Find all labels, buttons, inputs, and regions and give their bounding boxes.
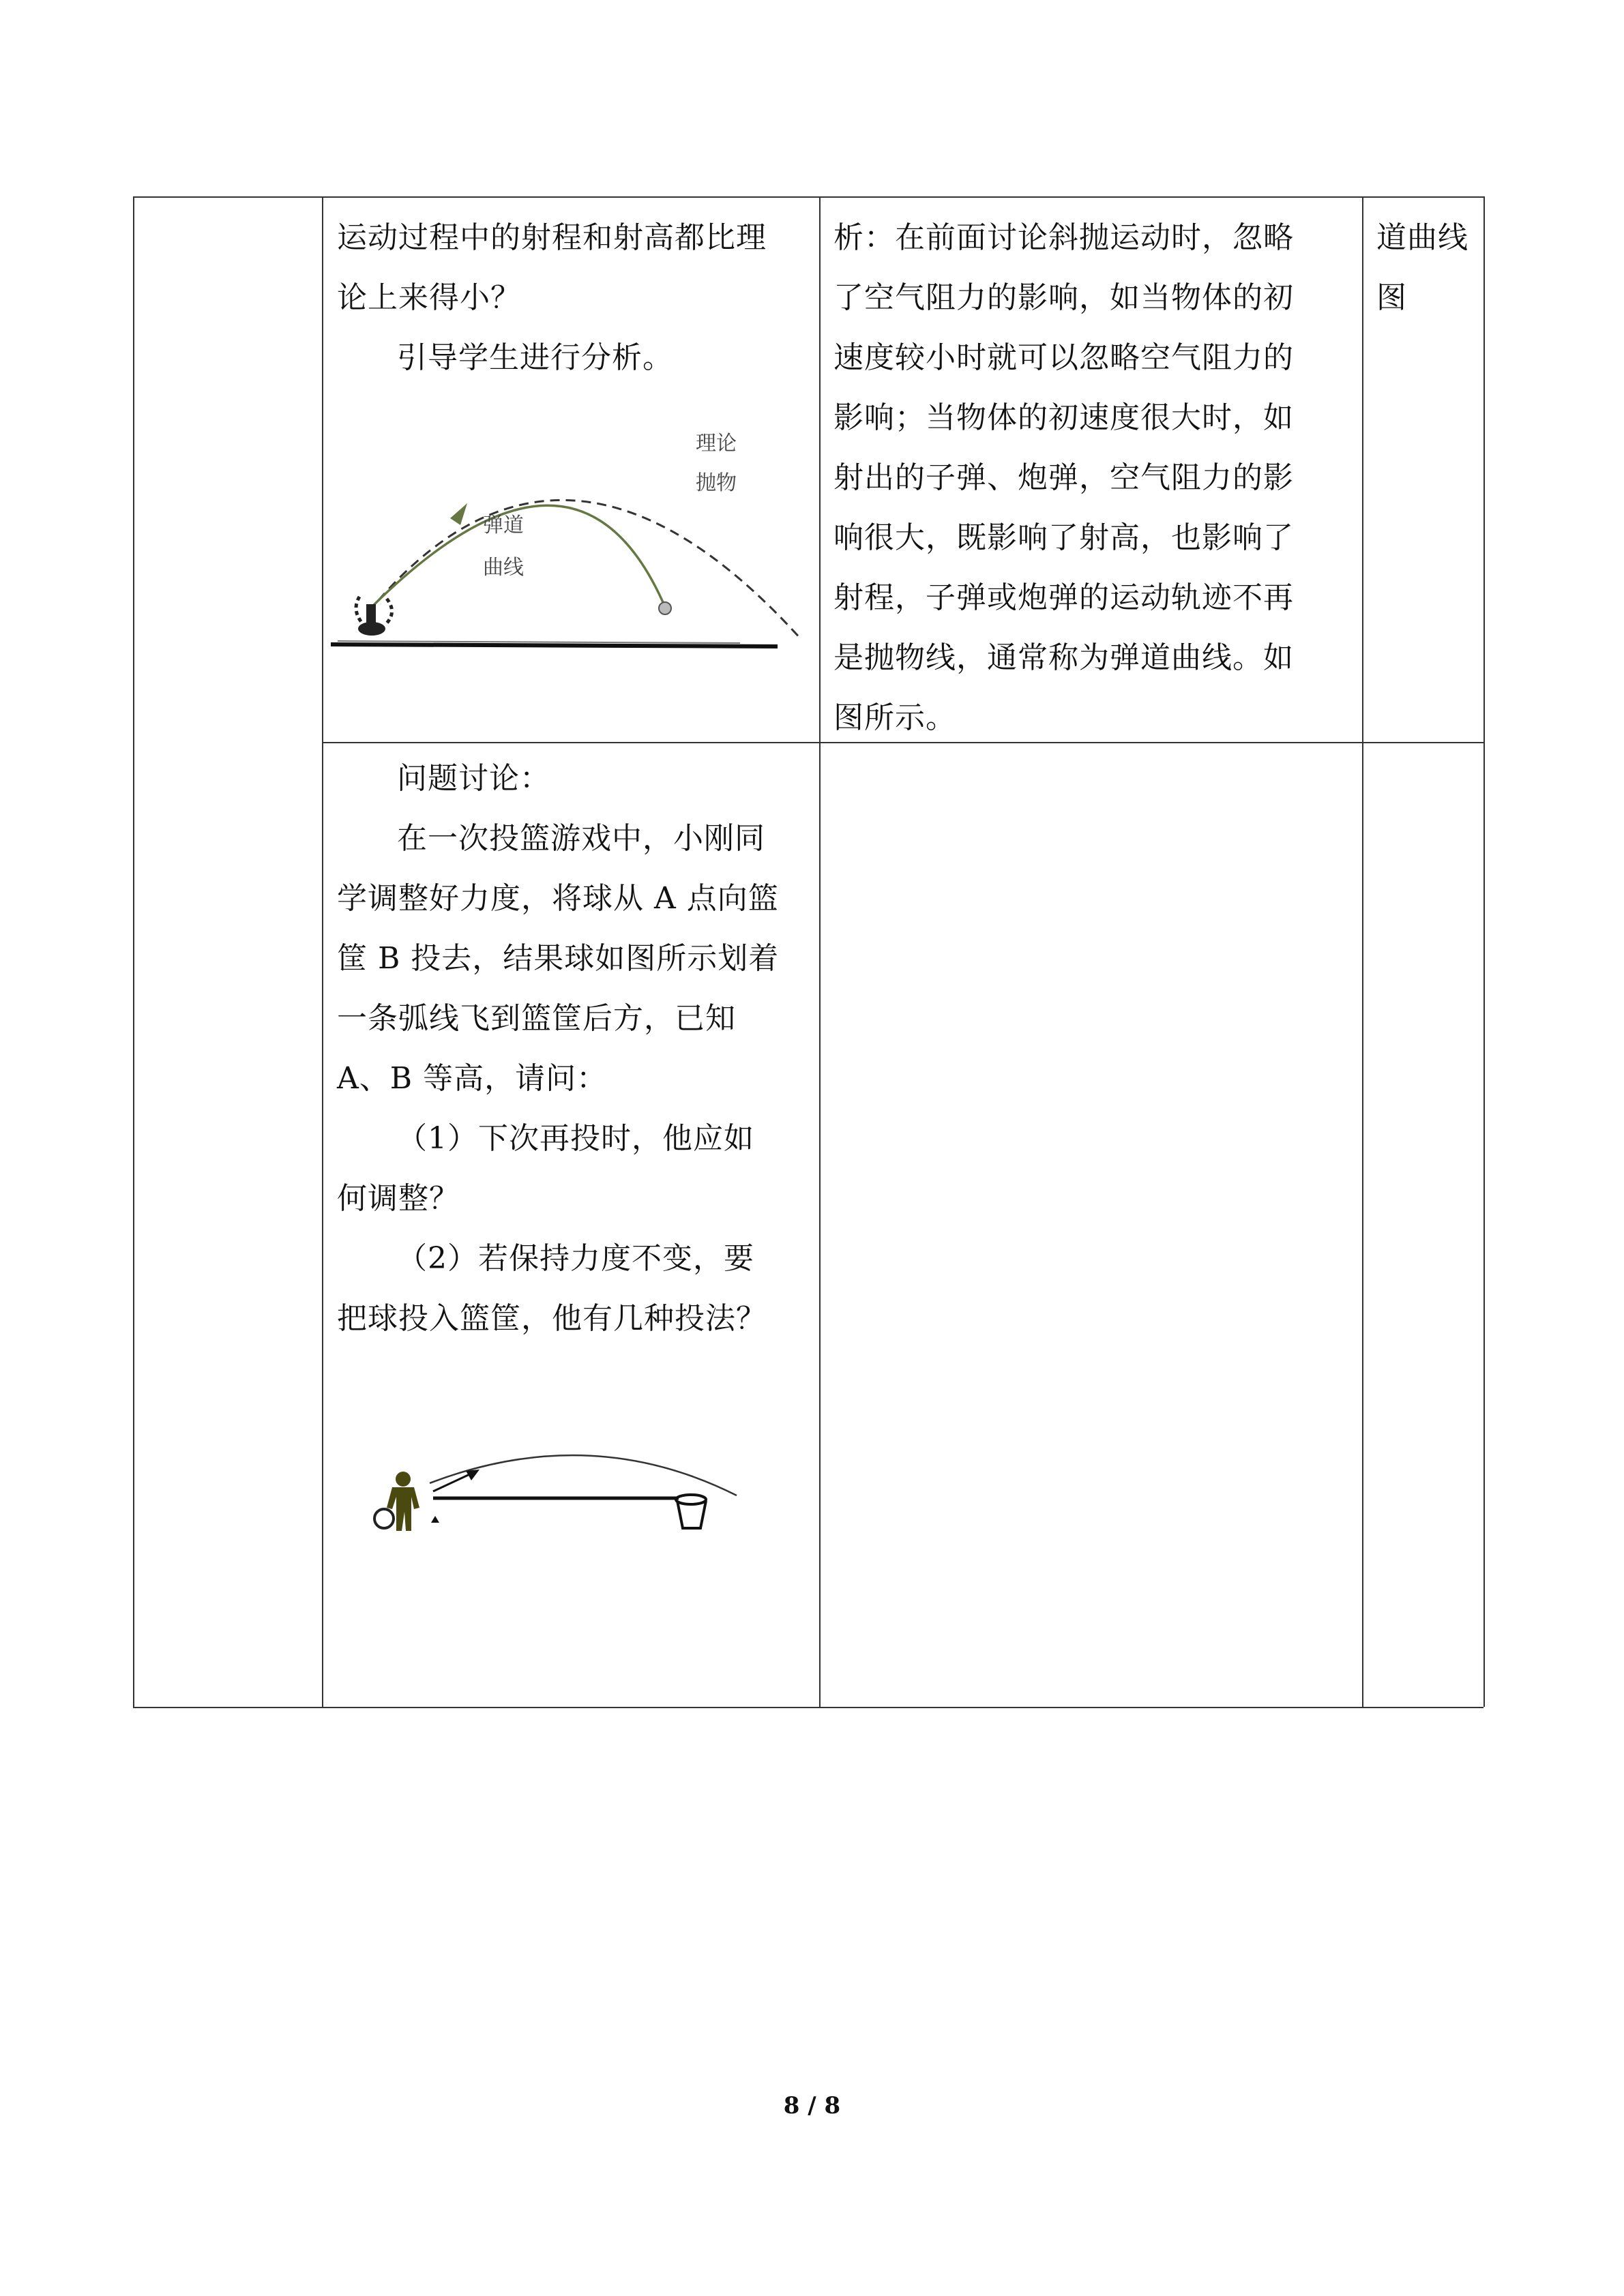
projectile-ball-icon <box>659 602 671 614</box>
text-line: 道曲线 <box>1376 220 1468 255</box>
table-top-border <box>133 196 1483 198</box>
column-divider-2 <box>819 196 821 1707</box>
basketball-throw-figure <box>365 1429 747 1545</box>
cannon-icon <box>356 597 392 636</box>
text-line: 是抛物线，通常称为弹道曲线。如 <box>833 640 1294 675</box>
table-left-border <box>133 196 134 1707</box>
row2-discussion-text <box>337 749 779 1349</box>
table-bottom-border <box>133 1707 1483 1708</box>
point-a-marker-icon <box>431 1516 439 1523</box>
label-line: 弹道 <box>483 513 524 537</box>
page-number: 8 / 8 <box>783 2092 841 2119</box>
text-line: 引导学生进行分析。 <box>397 340 673 375</box>
text-line: A、B 等高，请问： <box>337 1061 608 1096</box>
ground-line <box>331 644 778 646</box>
ballistic-curve-figure <box>331 409 808 661</box>
text-line: 在一次投篮游戏中，小刚同 <box>397 821 765 856</box>
theoretical-parabola-curve <box>368 500 801 640</box>
row1-notes-text <box>1376 208 1468 328</box>
row1-analysis-text <box>833 208 1294 748</box>
text-line: （2）若保持力度不变，要 <box>397 1241 754 1276</box>
label-line: 抛物 <box>696 471 737 495</box>
text-line: 图 <box>1376 280 1407 315</box>
text-line: 速度较小时就可以忽略空气阻力的 <box>833 340 1294 375</box>
text-line: 何调整？ <box>337 1181 460 1216</box>
text-line: 射程，子弹或炮弹的运动轨迹不再 <box>833 580 1294 615</box>
basketball-icon <box>374 1509 394 1528</box>
row1-question-text <box>337 208 767 388</box>
ballistic-curve-label <box>483 513 524 581</box>
label-line: 曲线 <box>483 556 524 580</box>
text-line: 把球投入篮筐，他有几种投法？ <box>337 1301 767 1336</box>
text-line: （1）下次再投时，他应如 <box>397 1121 754 1156</box>
text-line: 一条弧线飞到篮筐后方，已知 <box>337 1001 736 1036</box>
text-line: 图所示。 <box>833 700 956 735</box>
text-line: 问题讨论： <box>397 761 550 796</box>
text-line: 筐 B 投去，结果球如图所示划着 <box>337 941 780 976</box>
text-line: 响很大，既影响了射高，也影响了 <box>833 520 1294 555</box>
column-divider-1 <box>322 196 323 1707</box>
table-right-border <box>1483 196 1485 1707</box>
ball-arc-curve <box>430 1455 737 1495</box>
label-line: 理论 <box>696 432 737 456</box>
text-line: 影响；当物体的初速度很大时，如 <box>833 400 1294 435</box>
text-line: 论上来得小？ <box>337 280 521 315</box>
text-line: 析：在前面讨论斜抛运动时，忽略 <box>833 220 1294 255</box>
basket-icon <box>676 1495 706 1528</box>
column-divider-3 <box>1362 196 1363 1707</box>
text-line: 射出的子弹、炮弹，空气阻力的影 <box>833 460 1294 495</box>
text-line: 运动过程中的射程和射高都比理 <box>337 220 767 255</box>
text-line: 了空气阻力的影响，如当物体的初 <box>833 280 1294 315</box>
trajectory-arrow-icon <box>450 503 467 525</box>
theoretical-parabola-label <box>696 431 737 496</box>
text-line: 学调整好力度，将球从 A 点向篮 <box>337 881 779 916</box>
